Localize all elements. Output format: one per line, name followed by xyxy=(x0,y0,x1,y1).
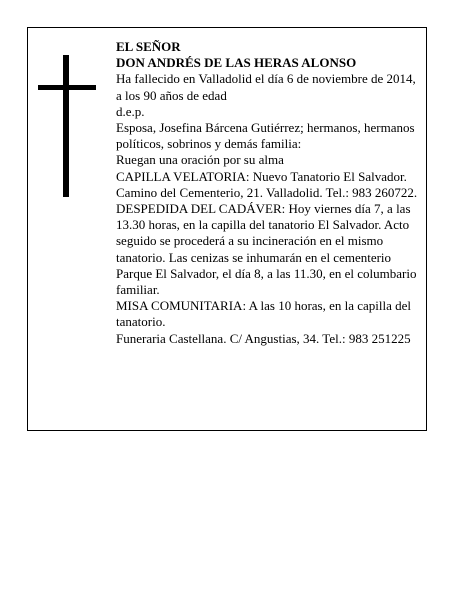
mass-text: MISA COMUNITARIA: A las 10 horas, en la capilla del tanatorio. xyxy=(116,298,412,330)
rip-text: d.e.p. xyxy=(116,103,145,119)
funeral-home-text: Funeraria Castellana. C/ Angustias, 34. Tel.: 983 251225 xyxy=(116,330,411,346)
latin-cross-icon xyxy=(38,55,96,197)
cross-vertical-bar xyxy=(63,55,69,197)
cross-horizontal-bar xyxy=(38,85,96,90)
prayer-text: Ruegan una oración por su alma xyxy=(116,152,284,168)
title-line-1: EL SEÑOR xyxy=(116,39,181,54)
obituary-notice xyxy=(27,27,427,431)
notice-body xyxy=(116,39,422,347)
deceased-name: DON ANDRÉS DE LAS HERAS ALONSO xyxy=(116,55,357,71)
family-text: Esposa, Josefina Bárcena Gutiérrez; hermanos, hermanos políticos, sobrinos y demás familia: xyxy=(116,120,415,152)
chapel-details: CAPILLA VELATORIA: Nuevo Tanatorio El Salvador. Camino del Cementerio, 21. Valladolid. Tel.: 983 260722. DESPEDIDA DEL CADÁVER: Hoy viernes día 7, a las 13.30 horas, en la capilla del tanatorio El Salvador. Acto seguido se procederá a su incineración en el mismo tanatorio. Las cenizas se inhumarán en el cementerio Parque El Salvador, el día 8, a las 11.30, en el columbario familiar. xyxy=(116,168,418,298)
death-info: Ha fallecido en Valladolid el día 6 de noviembre de 2014, a los 90 años de edad xyxy=(116,71,416,103)
